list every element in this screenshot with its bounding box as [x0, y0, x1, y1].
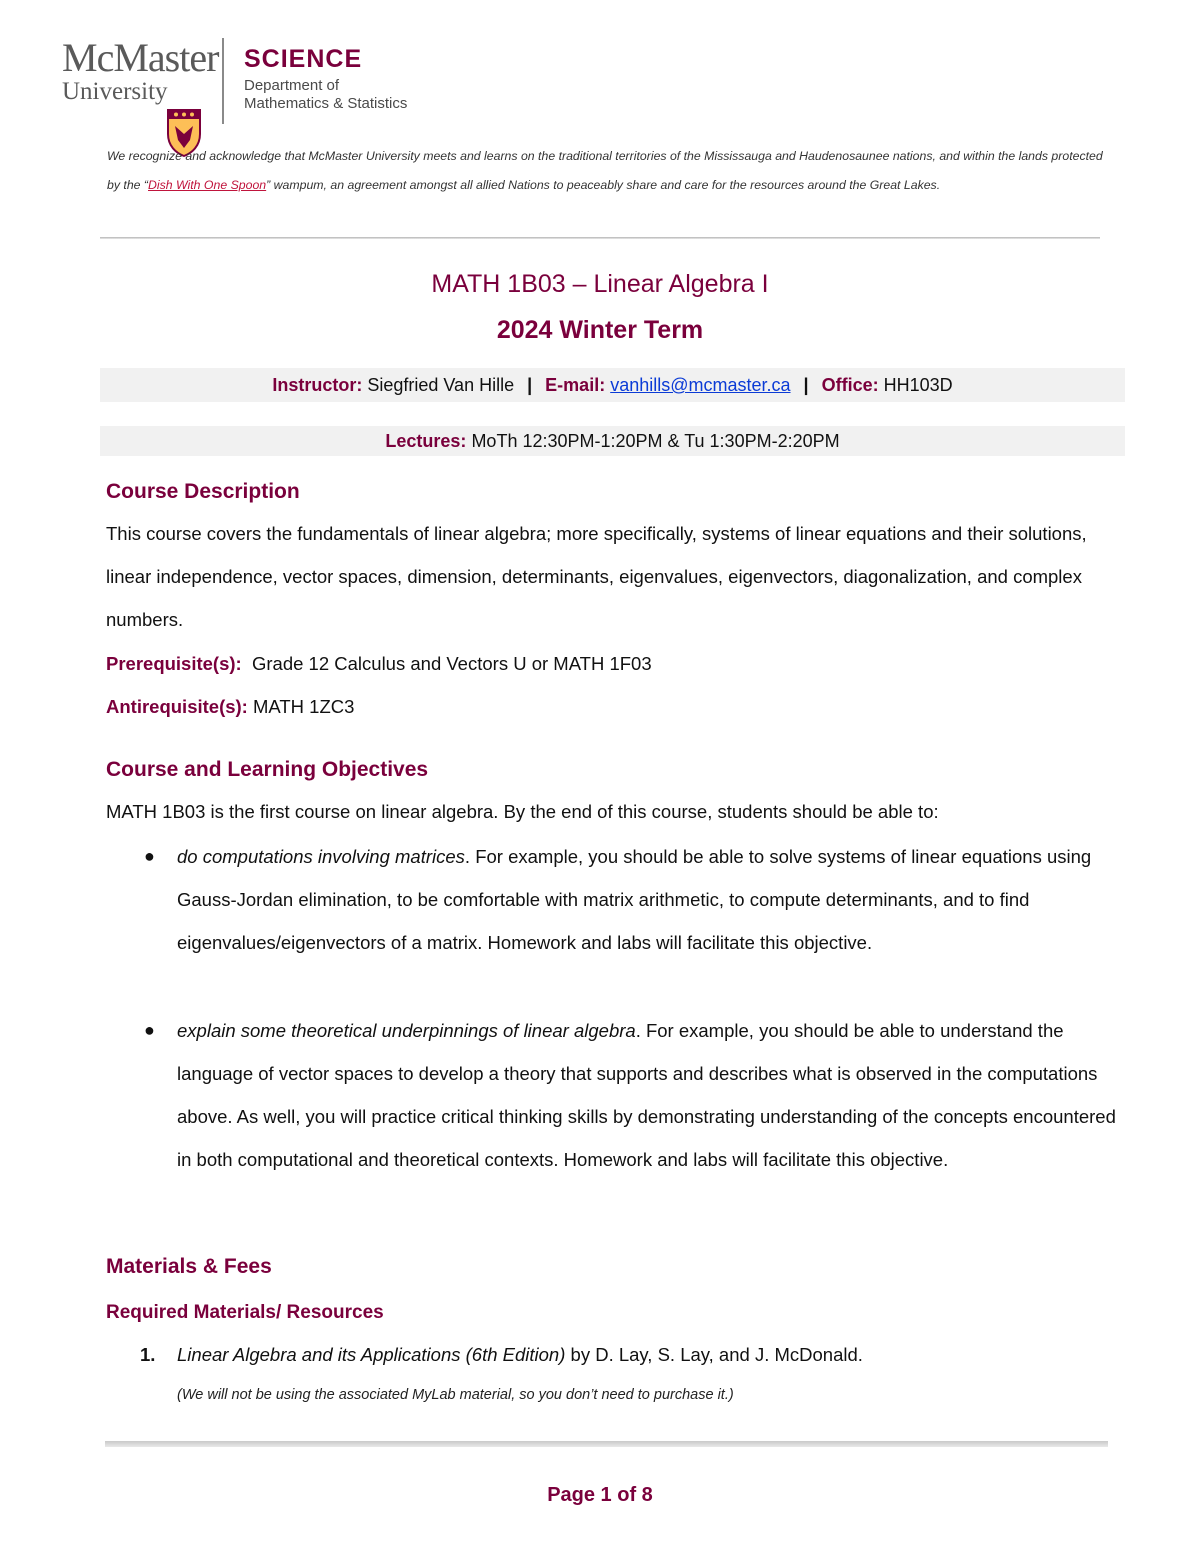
material-item: Linear Algebra and its Applications (6th Edition) by D. Lay, S. Lay, and J. McDonald.	[177, 1344, 863, 1365]
logo-divider	[222, 38, 224, 124]
email-label: E-mail:	[545, 375, 606, 395]
logo-department-line1: Department of	[244, 77, 340, 94]
lectures-label: Lectures:	[385, 431, 467, 451]
materials-heading: Materials & Fees	[106, 1255, 272, 1278]
logo-faculty: SCIENCE	[244, 45, 363, 73]
material-note: (We will not be using the associated MyLab material, so you don’t need to purchase it.)	[177, 1387, 734, 1403]
separator: |	[527, 375, 533, 395]
email-link[interactable]: vanhills@mcmaster.ca	[610, 375, 791, 395]
objectives-heading: Course and Learning Objectives	[106, 758, 429, 781]
instructor-info-bar	[100, 368, 1125, 402]
course-term: 2024 Winter Term	[496, 316, 704, 344]
page-number: Page 1 of 8	[547, 1484, 653, 1506]
prerequisite-line	[106, 642, 1116, 685]
objectives-intro: MATH 1B03 is the first course on linear algebra. By the end of this course, students should be able to:	[106, 801, 939, 822]
bullet-icon: ●	[144, 1020, 155, 1040]
logo-department-line2: Mathematics & Statistics	[244, 95, 408, 112]
footer-divider	[105, 1441, 1108, 1447]
lectures-value: MoTh 12:30PM-1:20PM & Tu 1:30PM-2:20PM	[471, 431, 840, 451]
objective-item: ● do computations involving matrices. For example, you should be able to solve systems of linear equations using Gauss-Jordan elimination, to be comfortable with matrix arithmetic, to compute determinants, and to find eigenvalues/eigenvectors of a matrix. Homework and labs will facilitate this objective.	[177, 835, 1122, 964]
mcmaster-logo	[62, 35, 422, 128]
course-title: MATH 1B03 – Linear Algebra I	[431, 270, 769, 298]
objective-item: ● explain some theoretical underpinnings of linear algebra. For example, you should be able to understand the language of vector spaces to develop a theory that supports and describes what is observed in the computations above. As well, you will practice critical thinking skills by demonstrating understanding of the concepts encountered in both computational and theoretical contexts. Homework and labs will facilitate this objective.	[177, 1009, 1122, 1181]
required-materials-subheading: Required Materials/ Resources	[106, 1302, 384, 1323]
header-divider	[100, 237, 1100, 239]
lectures-info-bar	[100, 426, 1125, 456]
antirequisite-label: Antirequisite(s):	[106, 696, 248, 717]
prerequisite-value: Grade 12 Calculus and Vectors U or MATH 1F03	[252, 653, 652, 674]
separator: |	[803, 375, 809, 395]
instructor-name: Siegfried Van Hille	[367, 375, 515, 395]
prerequisite-label: Prerequisite(s):	[106, 653, 242, 674]
dish-with-one-spoon-link[interactable]: Dish With One Spoon	[148, 177, 267, 192]
logo-wordmark-mcmaster: McMaster	[62, 35, 219, 80]
office-label: Office:	[821, 375, 879, 395]
antirequisite-line	[106, 685, 1116, 728]
material-number: 1.	[140, 1344, 156, 1365]
land-acknowledgement: We recognize and acknowledge that McMaster University meets and learns on the traditional territories of the Mississauga and Haudenosaunee nations, and within the lands protected by the “Dish With One Spoon” wampum, an agreement amongst all allied Nations to peaceably share and care for the resources around the Great Lakes.	[107, 149, 1103, 192]
antirequisite-value: MATH 1ZC3	[252, 696, 355, 717]
bullet-icon: ●	[144, 846, 155, 866]
logo-wordmark-university: University	[62, 78, 168, 105]
course-description-body: This course covers the fundamentals of linear algebra; more specifically, systems of linear equations and their solutions, linear independence, vector spaces, dimension, determinants, eigenvalues, eigenvectors, diagonalization, and complex numbers.	[106, 523, 1087, 630]
office-value: HH103D	[883, 375, 953, 395]
course-description-heading: Course Description	[106, 480, 300, 503]
instructor-label: Instructor:	[272, 375, 363, 395]
